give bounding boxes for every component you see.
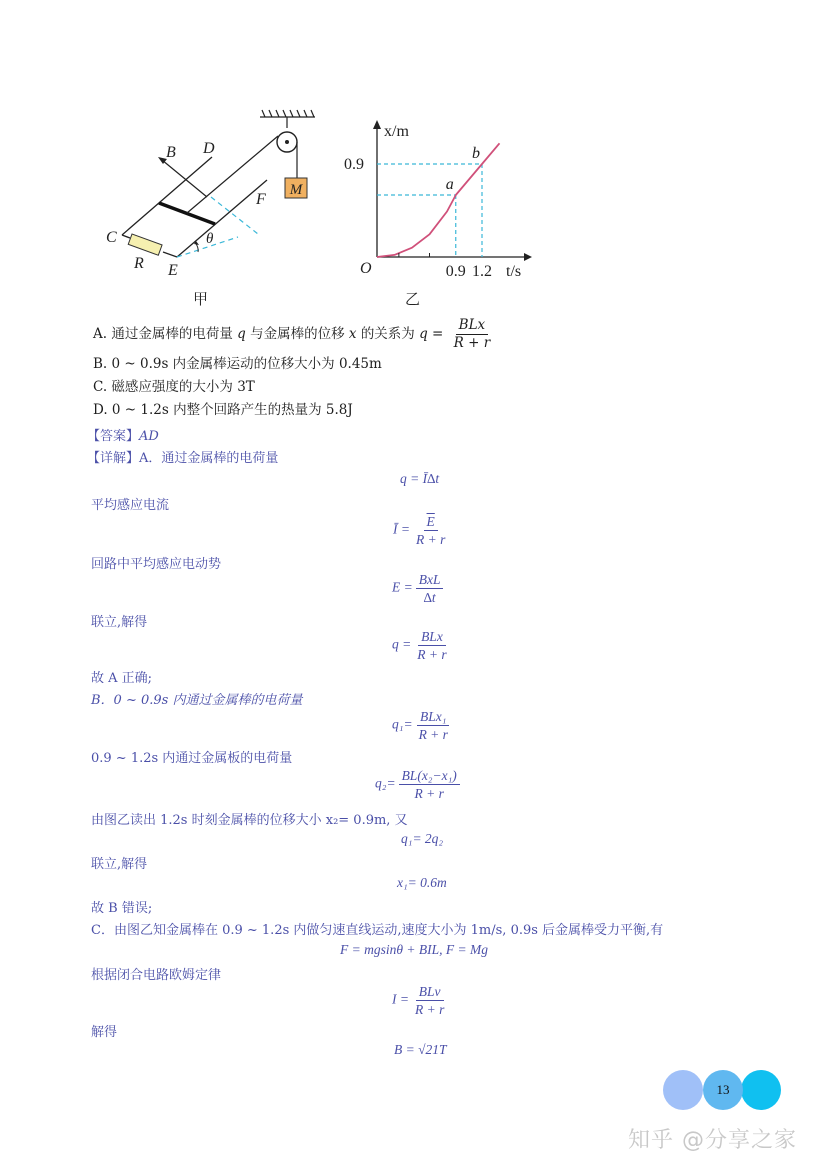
label-R: R bbox=[134, 255, 144, 272]
series-line-x-t bbox=[377, 143, 500, 257]
equation-5-lhs: q₁= bbox=[392, 716, 413, 732]
resistor bbox=[128, 234, 162, 255]
option-a-lhs: q = bbox=[419, 326, 444, 342]
solution-line-1: 【详解】A．通过金属棒的电荷量 bbox=[87, 451, 279, 466]
origin-label: O bbox=[360, 260, 372, 277]
x-tick-label-0: 0.9 bbox=[445, 263, 466, 280]
option-a-mid: 与金属棒的位移 bbox=[250, 326, 345, 342]
equation-9: F = mgsinθ + BIL, F = Mg bbox=[340, 942, 488, 957]
answer-line bbox=[87, 425, 159, 444]
label-F: F bbox=[256, 191, 266, 208]
solution-line-3: 回路中平均感应电动势 bbox=[91, 557, 222, 572]
fraction-denominator: R + r bbox=[453, 335, 491, 351]
fraction-numerator: $\overline{E}$ bbox=[424, 514, 438, 531]
fraction-numerator: BLv bbox=[416, 984, 444, 1001]
option-a-text: A. 通过金属棒的电荷量 bbox=[93, 326, 233, 342]
equation-3 bbox=[392, 572, 443, 605]
fraction-denominator: ∆t bbox=[423, 590, 436, 605]
answer-label: 【答案】 bbox=[87, 429, 140, 444]
y-axis-arrow bbox=[373, 120, 381, 129]
metal-rod bbox=[159, 203, 215, 224]
option-c: C. 磁感应强度的大小为 3T bbox=[93, 379, 255, 395]
equation-2-lhs: Ī = bbox=[393, 521, 410, 537]
figure-yi-chart bbox=[340, 110, 540, 290]
label-theta: θ bbox=[206, 231, 214, 247]
y-tick-label-0: 0.9 bbox=[344, 156, 364, 173]
fraction-denominator: R + r bbox=[414, 786, 444, 801]
label-M: M bbox=[289, 182, 303, 198]
equation-4 bbox=[392, 629, 450, 662]
equation-6 bbox=[375, 768, 460, 801]
solution-line-4: 联立,解得 bbox=[91, 615, 148, 630]
page-number: 13 bbox=[703, 1070, 743, 1110]
page-decoration-circle-3 bbox=[741, 1070, 781, 1110]
watermark: 知乎 @分享之家 bbox=[628, 1128, 797, 1153]
figure-jia-diagram bbox=[100, 100, 340, 315]
equation-4-lhs: q = bbox=[392, 636, 412, 652]
solution-line-13: 解得 bbox=[91, 1025, 118, 1040]
equation-11: B = √21T bbox=[394, 1042, 447, 1057]
equation-7: q₁= 2q₂ bbox=[401, 831, 444, 846]
fraction-numerator: BL(x₂−x₁) bbox=[399, 768, 460, 785]
solution-line-6: B．0 ~ 0.9s 内通过金属棒的电荷量 bbox=[91, 693, 303, 708]
label-D: D bbox=[203, 140, 215, 157]
figure-yi-caption: 乙 bbox=[405, 290, 421, 308]
fraction-numerator: BLx bbox=[418, 629, 446, 646]
equation-3-lhs: E = bbox=[392, 579, 413, 595]
point-label-a: a bbox=[445, 176, 454, 193]
page-decoration-circle-1 bbox=[663, 1070, 703, 1110]
ceiling-hatch bbox=[260, 110, 315, 117]
x-axis-arrow bbox=[524, 253, 532, 261]
point-label-b: b bbox=[472, 145, 480, 162]
label-C: C bbox=[106, 229, 117, 246]
option-b: B. 0 ~ 0.9s 内金属棒运动的位移大小为 0.45m bbox=[93, 356, 382, 372]
equation-10-lhs: I = bbox=[392, 991, 409, 1007]
option-a-suffix: 的关系为 bbox=[360, 326, 415, 342]
solution-line-2: 平均感应电流 bbox=[91, 498, 170, 513]
option-a-fraction bbox=[451, 318, 494, 351]
rail-cd bbox=[122, 157, 212, 235]
fraction-numerator: BLx₁ bbox=[417, 709, 449, 726]
equation-10 bbox=[392, 984, 447, 1017]
option-a-x: x bbox=[348, 326, 357, 342]
rail-ef bbox=[177, 180, 267, 257]
solution-line-7: 0.9 ~ 1.2s 内通过金属板的电荷量 bbox=[91, 751, 293, 766]
equation-6-lhs: q₂= bbox=[375, 775, 396, 791]
solution-line-11: C．由图乙知金属棒在 0.9 ~ 1.2s 内做匀速直线运动,速度大小为 1m/s, 0.9s 后金属棒受力平衡,有 bbox=[91, 923, 664, 938]
answer-value: AD bbox=[139, 429, 159, 444]
option-a-q: q bbox=[237, 326, 246, 342]
equation-5 bbox=[392, 709, 451, 742]
label-B: B bbox=[166, 144, 176, 161]
y-axis-label: x/m bbox=[384, 123, 409, 140]
fraction-numerator: BLx bbox=[456, 318, 489, 335]
solution-line-12: 根据闭合电路欧姆定律 bbox=[91, 968, 222, 983]
solution-line-5: 故 A 正确; bbox=[91, 671, 153, 686]
solution-line-9: 联立,解得 bbox=[91, 857, 148, 872]
equation-8: x₁= 0.6m bbox=[397, 875, 447, 890]
equation-1: q = Ī∆t bbox=[400, 471, 440, 486]
option-a bbox=[93, 318, 493, 351]
solution-line-8: 由图乙读出 1.2s 时刻金属棒的位移大小 x₂= 0.9m, 又 bbox=[91, 813, 408, 828]
x-axis-label: t/s bbox=[506, 263, 522, 280]
fraction-numerator: BxL bbox=[416, 572, 444, 589]
solution-line-10: 故 B 错误; bbox=[91, 901, 153, 916]
fraction-denominator: R + r bbox=[414, 1002, 445, 1017]
equation-2 bbox=[393, 514, 448, 547]
fraction-denominator: R + r bbox=[417, 647, 447, 662]
figure-jia-caption: 甲 bbox=[193, 290, 209, 308]
label-E: E bbox=[168, 262, 178, 279]
fraction-denominator: R + r bbox=[418, 727, 448, 742]
fraction-denominator: R + r bbox=[415, 532, 446, 547]
x-tick-label-1: 1.2 bbox=[472, 263, 492, 280]
option-d: D. 0 ~ 1.2s 内整个回路产生的热量为 5.8J bbox=[93, 402, 353, 418]
